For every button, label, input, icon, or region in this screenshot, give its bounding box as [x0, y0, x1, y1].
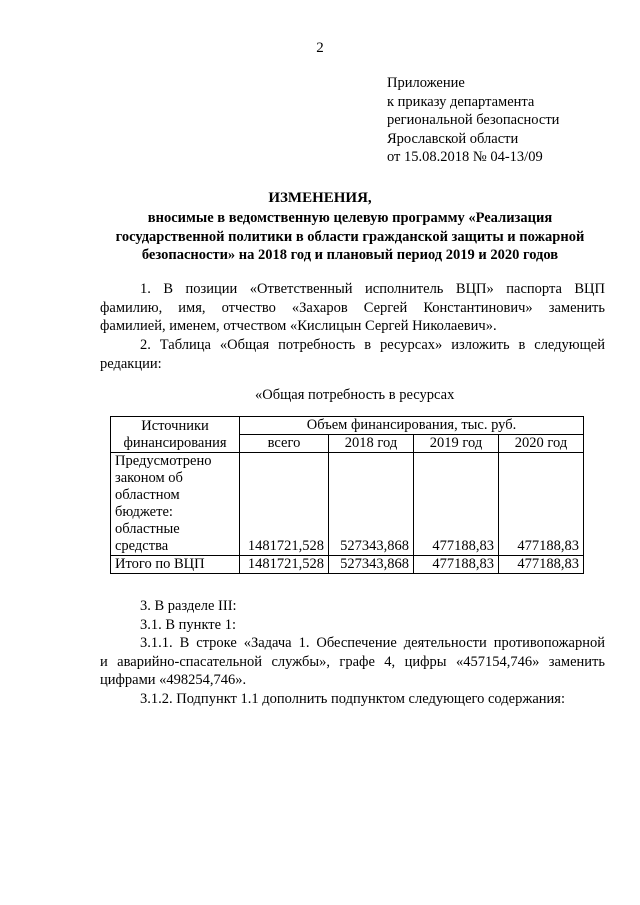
- cell-2018: 527343,868: [329, 453, 414, 556]
- paragraph-1-line: 1. В позиции «Ответственный исполнитель ВЦП» паспорта ВЦП: [140, 281, 605, 297]
- cell-2020: 477188,83: [499, 453, 584, 556]
- header-volume: Объем финансирования, тыс. руб.: [240, 417, 584, 435]
- cell-2018: 527343,868: [329, 556, 414, 574]
- paragraph-1: [100, 280, 605, 336]
- appendix-line: от 15.08.2018 № 04-13/09: [387, 149, 543, 165]
- appendix-block: [387, 74, 559, 167]
- page-number: 2: [316, 40, 324, 56]
- cell-2020: 477188,83: [499, 556, 584, 574]
- paragraph-3-1-2-text: 3.1.2. Подпункт 1.1 дополнить подпунктом следующего содержания:: [140, 691, 565, 707]
- document-title: ИЗМЕНЕНИЯ,: [268, 190, 372, 206]
- cell-source: Предусмотрено законом об областном бюджете: областные средства: [111, 453, 240, 556]
- document-subtitle: вносимые в ведомственную целевую программу «Реализация государственной политики в области гражданской защиты и пожарной безопасности» на 2018 год и плановый период 2019 и 2020 годов: [115, 210, 585, 263]
- table-row: [111, 556, 584, 574]
- paragraph-2: [100, 336, 605, 373]
- resources-table: [110, 416, 584, 574]
- cell-all: 1481721,528: [240, 556, 329, 574]
- appendix-line: Ярославской области: [387, 130, 519, 147]
- header-2020: 2020 год: [499, 435, 584, 453]
- paragraph-3-text: 3. В разделе III:: [140, 598, 237, 614]
- paragraph-3-1-1-line: цифрами «498254,746».: [100, 672, 247, 688]
- appendix-line: Приложение: [387, 75, 465, 91]
- cell-2019: 477188,83: [414, 556, 499, 574]
- table-caption: «Общая потребность в ресурсах: [255, 387, 455, 403]
- appendix-line: региональной безопасности: [387, 112, 560, 128]
- cell-source: Итого по ВЦП: [111, 556, 240, 574]
- paragraph-1-line: фамилию, имя, отчество «Захаров Сергей Константинович» заменить: [100, 299, 605, 316]
- header-2018: 2018 год: [329, 435, 414, 453]
- paragraph-3-1-text: 3.1. В пункте 1:: [140, 616, 236, 633]
- header-2019: 2019 год: [414, 435, 499, 453]
- paragraph-3-1-1-line: 3.1.1. В строке «Задача 1. Обеспечение деятельности противопожарной: [140, 635, 605, 651]
- header-source: Источники финансирования: [111, 417, 240, 453]
- paragraph-3-1-1: [100, 634, 605, 690]
- paragraph-3-1-2: [100, 690, 605, 709]
- table-row: [111, 453, 584, 556]
- paragraph-1-line: фамилией, именем, отчеством «Кислицын Сергей Николаевич».: [100, 318, 497, 334]
- cell-2019: 477188,83: [414, 453, 499, 556]
- paragraph-3: [100, 597, 605, 634]
- header-all: всего: [240, 435, 329, 453]
- paragraph-2-line: редакции:: [100, 355, 162, 372]
- paragraph-2-line: 2. Таблица «Общая потребность в ресурсах» изложить в следующей: [140, 337, 605, 353]
- appendix-line: к приказу департамента: [387, 93, 535, 110]
- paragraph-3-1-1-line: и аварийно-спасательной службы», графе 4, цифры «457154,746» заменить: [100, 653, 605, 670]
- cell-all: 1481721,528: [240, 453, 329, 556]
